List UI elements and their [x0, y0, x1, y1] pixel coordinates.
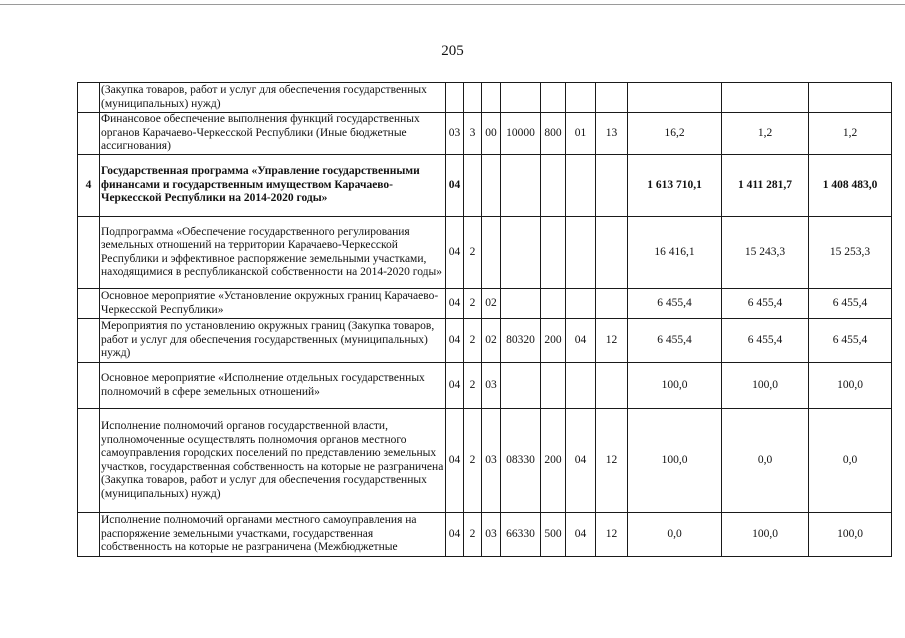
code-subprogram: 2 — [464, 513, 482, 557]
value-year-1: 1 613 710,1 — [628, 155, 722, 217]
code-event: 00 — [482, 113, 501, 155]
row-name: Мероприятия по установлению окружных границ (Закупка товаров, работ и услуг для обеспечения государственных (муниципальных) нужд) — [100, 319, 446, 363]
code-program: 03 — [446, 113, 464, 155]
code-program: 04 — [446, 155, 464, 217]
value-year-3 — [809, 83, 892, 113]
value-year-1: 16,2 — [628, 113, 722, 155]
code-section — [566, 83, 596, 113]
row-name: Финансовое обеспечение выполнения функций государственных органов Карачаево-Черкесской Республики (Иные бюджетные ассигнования) — [100, 113, 446, 155]
code-subprogram: 2 — [464, 217, 482, 289]
code-event: 03 — [482, 513, 501, 557]
value-year-3: 1,2 — [809, 113, 892, 155]
code-subprogram: 2 — [464, 289, 482, 319]
row-number — [78, 363, 100, 409]
value-year-1: 0,0 — [628, 513, 722, 557]
value-year-1: 100,0 — [628, 409, 722, 513]
value-year-1 — [628, 83, 722, 113]
table-row — [78, 113, 892, 155]
code-direction — [501, 217, 541, 289]
code-expense-type — [541, 217, 566, 289]
table-row — [78, 83, 892, 113]
code-event — [482, 217, 501, 289]
row-name: Основное мероприятие «Установление окружных границ Карачаево-Черкесской Республики» — [100, 289, 446, 319]
code-subsection — [596, 217, 628, 289]
value-year-3: 6 455,4 — [809, 319, 892, 363]
code-event: 03 — [482, 409, 501, 513]
row-number — [78, 113, 100, 155]
code-expense-type: 500 — [541, 513, 566, 557]
code-subsection: 12 — [596, 513, 628, 557]
code-program: 04 — [446, 289, 464, 319]
value-year-3: 100,0 — [809, 513, 892, 557]
row-name: Основное мероприятие «Исполнение отдельных государственных полномочий в сфере земельных отношений» — [100, 363, 446, 409]
page-top-edge — [0, 4, 905, 5]
code-subsection — [596, 83, 628, 113]
code-direction: 66330 — [501, 513, 541, 557]
value-year-3: 100,0 — [809, 363, 892, 409]
row-number — [78, 319, 100, 363]
code-expense-type: 200 — [541, 319, 566, 363]
row-number: 4 — [78, 155, 100, 217]
budget-table — [77, 82, 892, 557]
table-row — [78, 513, 892, 557]
code-direction: 80320 — [501, 319, 541, 363]
code-section: 04 — [566, 513, 596, 557]
code-section: 04 — [566, 319, 596, 363]
value-year-2: 15 243,3 — [722, 217, 809, 289]
value-year-3: 15 253,3 — [809, 217, 892, 289]
code-subsection — [596, 289, 628, 319]
row-number — [78, 289, 100, 319]
code-program: 04 — [446, 409, 464, 513]
code-expense-type: 800 — [541, 113, 566, 155]
value-year-2: 6 455,4 — [722, 319, 809, 363]
code-direction: 08330 — [501, 409, 541, 513]
code-subprogram: 2 — [464, 409, 482, 513]
code-subprogram: 2 — [464, 363, 482, 409]
code-expense-type — [541, 155, 566, 217]
page-number: 205 — [441, 43, 464, 59]
table-row — [78, 363, 892, 409]
code-program: 04 — [446, 319, 464, 363]
table-row — [78, 155, 892, 217]
code-event: 02 — [482, 319, 501, 363]
code-direction — [501, 363, 541, 409]
code-section — [566, 363, 596, 409]
table-row — [78, 217, 892, 289]
value-year-1: 100,0 — [628, 363, 722, 409]
code-program: 04 — [446, 217, 464, 289]
code-section: 01 — [566, 113, 596, 155]
row-number — [78, 83, 100, 113]
code-program: 04 — [446, 363, 464, 409]
code-direction — [501, 289, 541, 319]
code-expense-type — [541, 363, 566, 409]
code-direction — [501, 155, 541, 217]
row-number — [78, 409, 100, 513]
value-year-3: 6 455,4 — [809, 289, 892, 319]
code-subprogram — [464, 155, 482, 217]
row-name: Исполнение полномочий органами местного самоуправления на распоряжение земельными участками, государственная собственность на которые не разграничена (Межбюджетные — [100, 513, 446, 557]
code-subsection: 12 — [596, 319, 628, 363]
code-direction: 10000 — [501, 113, 541, 155]
code-event — [482, 83, 501, 113]
code-section: 04 — [566, 409, 596, 513]
row-name: Государственная программа «Управление государственными финансами и государственным имуществом Карачаево-Черкесской Республики на 2014-2020 годы» — [100, 155, 446, 217]
code-subprogram: 3 — [464, 113, 482, 155]
code-expense-type — [541, 83, 566, 113]
code-program: 04 — [446, 513, 464, 557]
code-event — [482, 155, 501, 217]
row-name: Подпрограмма «Обеспечение государственного регулирования земельных отношений на территории Карачаево-Черкесской Республики и эффективное распоряжение земельными участками, находящимися в республиканской собственности на 2014-2020 годы» — [100, 217, 446, 289]
code-subsection: 13 — [596, 113, 628, 155]
code-event: 02 — [482, 289, 501, 319]
code-expense-type — [541, 289, 566, 319]
row-number — [78, 513, 100, 557]
code-subprogram — [464, 83, 482, 113]
value-year-1: 6 455,4 — [628, 319, 722, 363]
code-subsection — [596, 363, 628, 409]
row-name: Исполнение полномочий органов государственной власти, уполномоченные осуществлять полномочия органов местного самоуправления городских поселений по представлению земельных участков, государственная собственность на которые не разграничена (Закупка товаров, работ и услуг для обеспечения государственных (муниципальных) нужд) — [100, 409, 446, 513]
code-subprogram: 2 — [464, 319, 482, 363]
value-year-2: 1,2 — [722, 113, 809, 155]
code-section — [566, 289, 596, 319]
row-name: (Закупка товаров, работ и услуг для обеспечения государственных (муниципальных) нужд) — [100, 83, 446, 113]
table-row — [78, 409, 892, 513]
value-year-3: 1 408 483,0 — [809, 155, 892, 217]
value-year-3: 0,0 — [809, 409, 892, 513]
code-section — [566, 217, 596, 289]
code-expense-type: 200 — [541, 409, 566, 513]
table-row — [78, 319, 892, 363]
code-section — [566, 155, 596, 217]
value-year-2: 100,0 — [722, 363, 809, 409]
value-year-1: 16 416,1 — [628, 217, 722, 289]
table-row — [78, 289, 892, 319]
value-year-1: 6 455,4 — [628, 289, 722, 319]
value-year-2: 1 411 281,7 — [722, 155, 809, 217]
row-number — [78, 217, 100, 289]
code-direction — [501, 83, 541, 113]
value-year-2: 100,0 — [722, 513, 809, 557]
value-year-2: 0,0 — [722, 409, 809, 513]
code-event: 03 — [482, 363, 501, 409]
value-year-2: 6 455,4 — [722, 289, 809, 319]
code-program — [446, 83, 464, 113]
value-year-2 — [722, 83, 809, 113]
code-subsection — [596, 155, 628, 217]
code-subsection: 12 — [596, 409, 628, 513]
